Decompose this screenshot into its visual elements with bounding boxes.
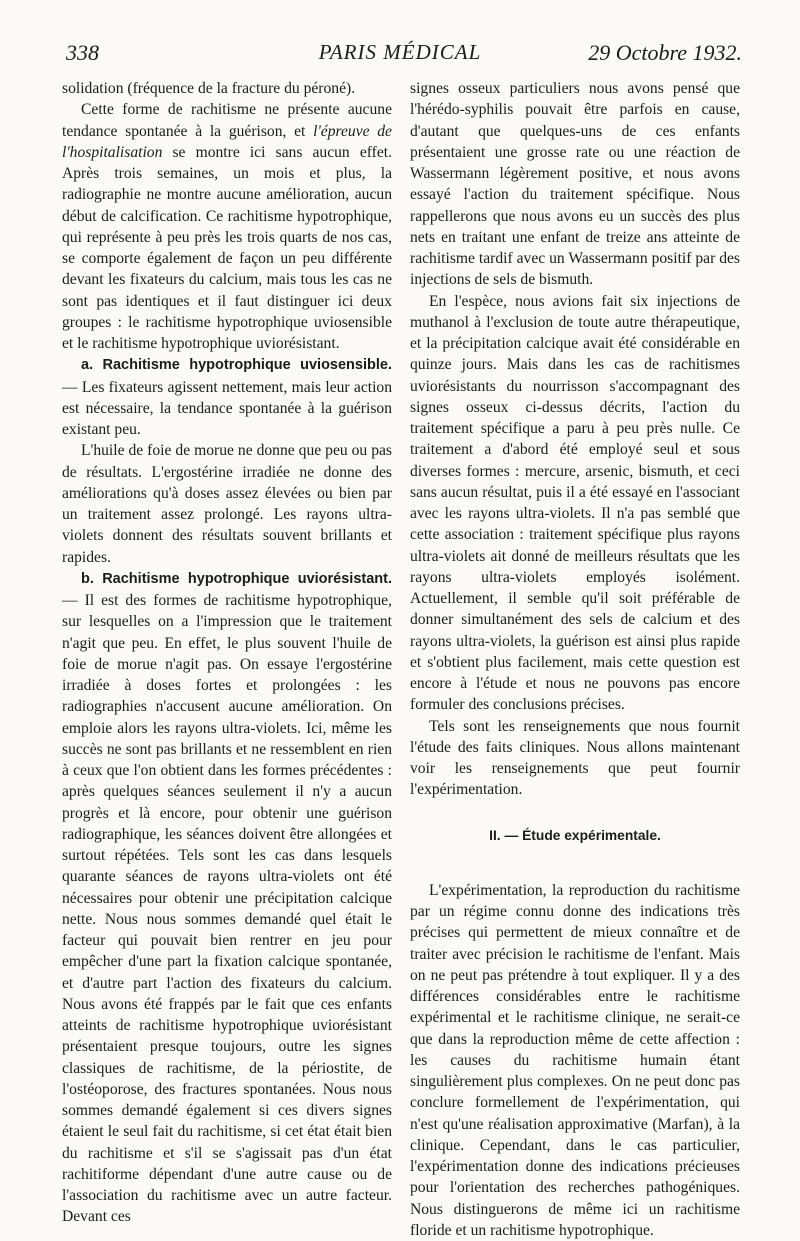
paragraph-muthanol: En l'espèce, nous avions fait six injections de muthanol à l'exclusion de toute autre thérapeutique, et la précipitation calcique avait été considérable en quinze jours. Mais dans les cas de rachitismes uviorésistants du nourrisson s'accompagnant des signes osseux ci-dessus décrits, l'action du traitement spécifique a paru à peu près nulle. Ce traitement a d'abord été employé seul et sous diverses formes : mercure, arsenic, bismuth, et ceci sans aucun résultat, puis il a été essayé en l'associant avec les rayons ultra-violets. Il n'a pas semblé que cette association : traitement spécifique plus rayons ultra-violets ait donné de meilleurs résultats que les rayons ultra-violets employés isolément. Actuellement, il semble qu'il soit préférable de donner simultanément des sels de calcium et des rayons ultra-violets, la guérison est ainsi plus rapide et s'obtient plus facilement, mais cette question est encore à l'étude et nous ne pouvons pas encore formuler des conclusions précises. <box>410 292 740 714</box>
left-column <box>62 78 392 1228</box>
paragraph-text: — Il est des formes de rachitisme hypotrophique, sur lesquelles on a l'impression que le traitement n'agit que peu. En effet, le plus souvent l'huile de foie de morue n'agit pas. On essaye l'ergostérine irradiée à doses fortes et prolongées : les radiographies n'accusent aucune amélioration. On emploie alors les rayons ultra-violets. Ici, même les succès ne sont pas brillants et ne ressemblent en rien à ceux que l'on obtient dans les formes précédentes : après quelques séances seulement il n'y a aucun progrès et là encore, pour obtenir une guérison radiographique, les séances doivent être allongées et surtout répétées. Tels sont les cas dans lesquels quarante séances de rayons ultra-violets ont été nécessaires pour obtenir une précipitation calcique nette. Nous nous sommes demandé quel était le facteur qui pouvait bien rentrer en jeu pour empêcher d'une part la fixation calcique spontanée, et d'autre part l'action des fixateurs du calcium. Nous avons été frappés par le fait que ces enfants atteints de rachitisme hypotrophique uviorésistant présentaient presque toujours, outre les signes classiques de rachitisme, de la périostite, de l'ostéoporose, des fractures spontanées. Nous nous sommes demandé également si ces divers signes étaient le seul fait du rachitisme, si cet état était bien du rachitisme et s'il se s'agissait pas d'un état rachitiforme dépendant d'une autre cause ou de l'association du rachitisme avec un autre facteur. Devant ces <box>62 592 392 1226</box>
page-number: 338 <box>66 40 99 65</box>
paragraph-experimentation: L'expérimentation, la reproduction du rachitisme par un régime connu donne des indications très précises qui permettent de mieux connaître et de traiter avec précision le rachitisme de l'enfant. Mais on ne peut pas prétendre à tout expliquer. Il y a des différences considérables entre le rachitisme expérimental et le rachitisme clinique, ne serait-ce que dans la reproduction même de cette affection : les causes du rachitisme humain étant singulièrement plus complexes. On ne peut donc pas conclure formellement de l'expérimentation, qui n'est qu'une réalisation approximative (Marfan), à la clinique. Cependant, dans le cas particulier, l'expérimentation donne des indications précieuses pour l'orientation des recherches pathogéniques. Nous distinguerons de même ici un rachitisme floride et un rachitisme hypotrophique. <box>410 881 740 1239</box>
paragraph-text: — Les fixateurs agissent nettement, mais leur action est nécessaire, la tendance spontanée à la guérison existant peu. <box>62 378 392 438</box>
journal-title: PARIS MÉDICAL <box>318 40 482 64</box>
paragraph-cod-liver-oil: L'huile de foie de morue ne donne que peu ou pas de résultats. L'ergostérine irradiée ne donne des améliorations qu'à doses assez élevées ou bien par un traitement assez prolongé. Les rayons ultra-violets donnent des résultats souvent brillants et rapides. <box>62 442 392 566</box>
right-column <box>410 78 740 1241</box>
section-heading: II. — Étude expérimentale. <box>489 827 661 843</box>
paragraph-transition: Tels sont les renseignements que nous fournit l'étude des faits cliniques. Nous allons maintenant voir les renseignements que peut fournir l'expérimentation. <box>410 717 740 799</box>
page-header <box>0 0 800 65</box>
subsection-uvioresistant <box>62 568 392 1228</box>
paragraph-text: Cette forme de rachitisme ne présente aucune tendance spontanée à la guérison, et <box>62 101 392 140</box>
subsection-uviosensible <box>62 354 392 440</box>
issue-date: 29 Octobre 1932. <box>588 40 742 65</box>
paragraph-syphilis: signes osseux particuliers nous avons pensé que l'hérédo-syphilis pouvait être parfois en cause, d'autant que quelques-uns de ces enfants présentaient une grosse rate ou une réaction de Wassermann légèrement positive, et nous avons essayé l'action du traitement spécifique. Nous rappellerons que nous avons eu un succès des plus nets en traitant une enfant de treize ans atteinte de rachitisme tardif avec un Wassermann positif par des injections de sels de bismuth. <box>410 80 740 289</box>
paragraph-text: se montre ici sans aucun effet. Après trois semaines, un mois et plus, la radiographie ne montre aucune amélioration, aucun début de calcification. Ce rachitisme hypotrophique, qui représente à peu près les trois quarts de nos cas, se comporte également de façon un peu différente devant les fixateurs du calcium, mais tous les cas ne sont pas identiques et il faut distinguer ici deux groupes : le rachitisme hypotrophique uviosensible et le rachitisme hypotrophique uviorésistant. <box>62 143 392 352</box>
italic-phrase: l'épreuve de l'hospitalisation <box>62 122 392 161</box>
paragraph-continuation: solidation (fréquence de la fracture du péroné). <box>62 80 356 97</box>
paragraph-hypotrophic-form <box>62 99 392 354</box>
subsection-label: b. Rachitisme hypotrophique uviorésistant. <box>81 570 392 587</box>
subsection-label: a. Rachitisme hypotrophique uviosensible. <box>81 357 392 374</box>
